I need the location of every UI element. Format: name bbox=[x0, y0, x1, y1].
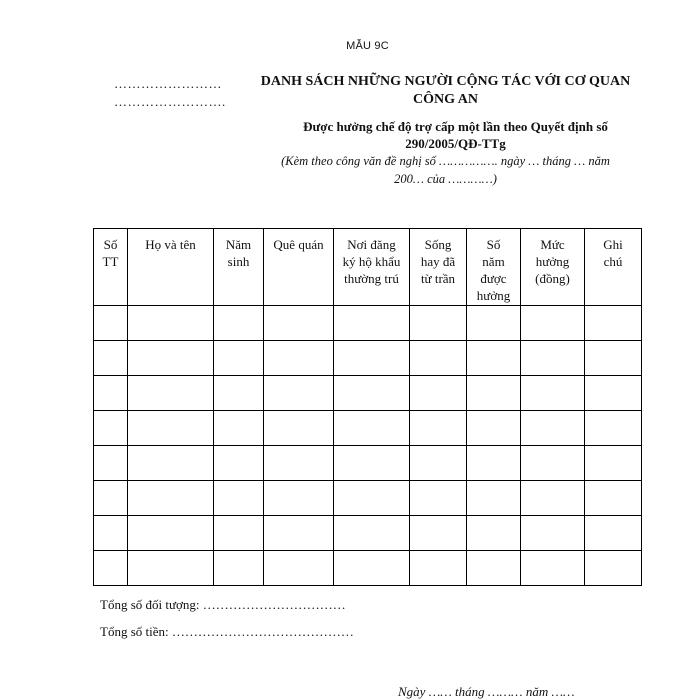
column-header-text: hay đã bbox=[420, 254, 456, 269]
agency-placeholder-line-1: …………………… bbox=[114, 76, 222, 91]
table-cell bbox=[585, 516, 642, 551]
table-cell bbox=[334, 306, 410, 341]
table-header-row bbox=[94, 229, 642, 306]
column-header-text: ký hộ khẩu bbox=[342, 254, 401, 269]
table-cell bbox=[410, 411, 467, 446]
table-cell bbox=[521, 341, 585, 376]
table-cell bbox=[585, 446, 642, 481]
table-cell bbox=[467, 411, 521, 446]
table-cell bbox=[585, 481, 642, 516]
document-title bbox=[248, 73, 643, 109]
table-cell bbox=[214, 446, 264, 481]
document-subtitle-line-2: 290/2005/QĐ-TTg bbox=[405, 136, 506, 151]
table-cell bbox=[521, 306, 585, 341]
column-header-text: Số bbox=[486, 237, 501, 252]
table-row bbox=[94, 341, 642, 376]
table-cell bbox=[128, 516, 214, 551]
column-header-text: Quê quán bbox=[273, 237, 324, 252]
table-cell bbox=[334, 516, 410, 551]
table-cell bbox=[467, 376, 521, 411]
column-header-text: thường trú bbox=[344, 271, 399, 286]
table-cell bbox=[94, 516, 128, 551]
column-header-text: Họ và tên bbox=[145, 237, 196, 252]
column-header-text: Nơi đăng bbox=[347, 237, 396, 252]
table-cell bbox=[128, 481, 214, 516]
column-header-text: TT bbox=[102, 254, 119, 269]
reference-note-line-1: (Kèm theo công văn đề nghị số ……………. ngày … tháng … năm bbox=[281, 154, 610, 168]
table-row bbox=[94, 306, 642, 341]
table-cell bbox=[94, 446, 128, 481]
table-row bbox=[94, 551, 642, 586]
table-cell bbox=[521, 481, 585, 516]
table-cell bbox=[214, 516, 264, 551]
table-cell bbox=[585, 341, 642, 376]
column-header-text: từ trần bbox=[420, 271, 456, 286]
table-cell bbox=[128, 551, 214, 586]
table-cell bbox=[128, 341, 214, 376]
table-cell bbox=[467, 551, 521, 586]
table-cell bbox=[264, 376, 334, 411]
table-cell bbox=[94, 341, 128, 376]
document-subtitle bbox=[258, 118, 653, 152]
table-cell bbox=[585, 376, 642, 411]
table-cell bbox=[410, 516, 467, 551]
table-cell bbox=[521, 446, 585, 481]
column-header bbox=[585, 229, 642, 306]
document-title-line-2: CÔNG AN bbox=[413, 92, 478, 107]
table-cell bbox=[410, 306, 467, 341]
column-header-text: hưởng bbox=[535, 254, 570, 269]
table-cell bbox=[94, 551, 128, 586]
table-cell bbox=[94, 306, 128, 341]
table-cell bbox=[585, 411, 642, 446]
date-line: Ngày …… tháng ……… năm …… bbox=[398, 684, 575, 699]
table-cell bbox=[410, 341, 467, 376]
column-header-text: được bbox=[480, 271, 507, 286]
column-header bbox=[334, 229, 410, 306]
column-header-text: Mức bbox=[540, 237, 565, 252]
table-cell bbox=[128, 446, 214, 481]
column-header bbox=[410, 229, 467, 306]
reference-note-line-2: 200… của …………) bbox=[394, 172, 497, 186]
table-cell bbox=[264, 306, 334, 341]
column-header-text: hưởng bbox=[476, 288, 511, 303]
table-cell bbox=[334, 341, 410, 376]
column-header-text: chú bbox=[603, 254, 623, 269]
table-cell bbox=[521, 376, 585, 411]
table-cell bbox=[94, 481, 128, 516]
table-cell bbox=[410, 551, 467, 586]
table-cell bbox=[410, 376, 467, 411]
column-header-text: Năm bbox=[225, 237, 252, 252]
table-cell bbox=[334, 446, 410, 481]
column-header-text: Ghi bbox=[603, 237, 623, 252]
column-header bbox=[467, 229, 521, 306]
column-header bbox=[94, 229, 128, 306]
table-cell bbox=[467, 481, 521, 516]
reference-note bbox=[248, 152, 643, 188]
table-row bbox=[94, 376, 642, 411]
table-cell bbox=[521, 411, 585, 446]
table-cell bbox=[128, 376, 214, 411]
column-header bbox=[128, 229, 214, 306]
table-cell bbox=[128, 306, 214, 341]
table-cell bbox=[214, 376, 264, 411]
total-amount-line: Tổng số tiền: …………………………………… bbox=[100, 624, 354, 639]
table-row bbox=[94, 481, 642, 516]
column-header-text: Sống bbox=[424, 237, 452, 252]
table-cell bbox=[585, 551, 642, 586]
column-header bbox=[214, 229, 264, 306]
table-row bbox=[94, 411, 642, 446]
table-cell bbox=[467, 446, 521, 481]
document-subtitle-line-1: Được hưởng chế độ trợ cấp một lần theo Quyết định số bbox=[303, 119, 608, 134]
beneficiary-table bbox=[93, 228, 642, 586]
table-cell bbox=[94, 411, 128, 446]
table-cell bbox=[521, 551, 585, 586]
table-body bbox=[94, 306, 642, 586]
table-cell bbox=[467, 341, 521, 376]
table-cell bbox=[334, 551, 410, 586]
table-cell bbox=[410, 481, 467, 516]
table-cell bbox=[214, 411, 264, 446]
table-cell bbox=[264, 446, 334, 481]
column-header-text: Số bbox=[103, 237, 118, 252]
column-header-text: (đồng) bbox=[535, 271, 570, 286]
table-cell bbox=[467, 516, 521, 551]
column-header bbox=[264, 229, 334, 306]
table-row bbox=[94, 516, 642, 551]
document-title-line-1: DANH SÁCH NHỮNG NGƯỜI CỘNG TÁC VỚI CƠ QUAN bbox=[260, 74, 631, 89]
table-cell bbox=[521, 516, 585, 551]
table-cell bbox=[214, 341, 264, 376]
column-header-text: sinh bbox=[227, 254, 250, 269]
table-cell bbox=[94, 376, 128, 411]
column-header bbox=[521, 229, 585, 306]
column-header-text: năm bbox=[482, 254, 505, 269]
table-cell bbox=[214, 481, 264, 516]
table-row bbox=[94, 446, 642, 481]
agency-placeholder-line-2: ……………………. bbox=[114, 94, 226, 109]
total-people-line: Tổng số đối tượng: …………………………… bbox=[100, 597, 346, 612]
table-cell bbox=[585, 306, 642, 341]
table-cell bbox=[128, 411, 214, 446]
table-cell bbox=[264, 481, 334, 516]
table-cell bbox=[334, 376, 410, 411]
table-cell bbox=[214, 551, 264, 586]
table-cell bbox=[214, 306, 264, 341]
table-cell bbox=[264, 551, 334, 586]
table-cell bbox=[410, 446, 467, 481]
table-cell bbox=[264, 516, 334, 551]
table-cell bbox=[467, 306, 521, 341]
table-cell bbox=[264, 411, 334, 446]
table-cell bbox=[264, 341, 334, 376]
table-cell bbox=[334, 481, 410, 516]
table-cell bbox=[334, 411, 410, 446]
form-code: MẪU 9C bbox=[346, 40, 389, 52]
